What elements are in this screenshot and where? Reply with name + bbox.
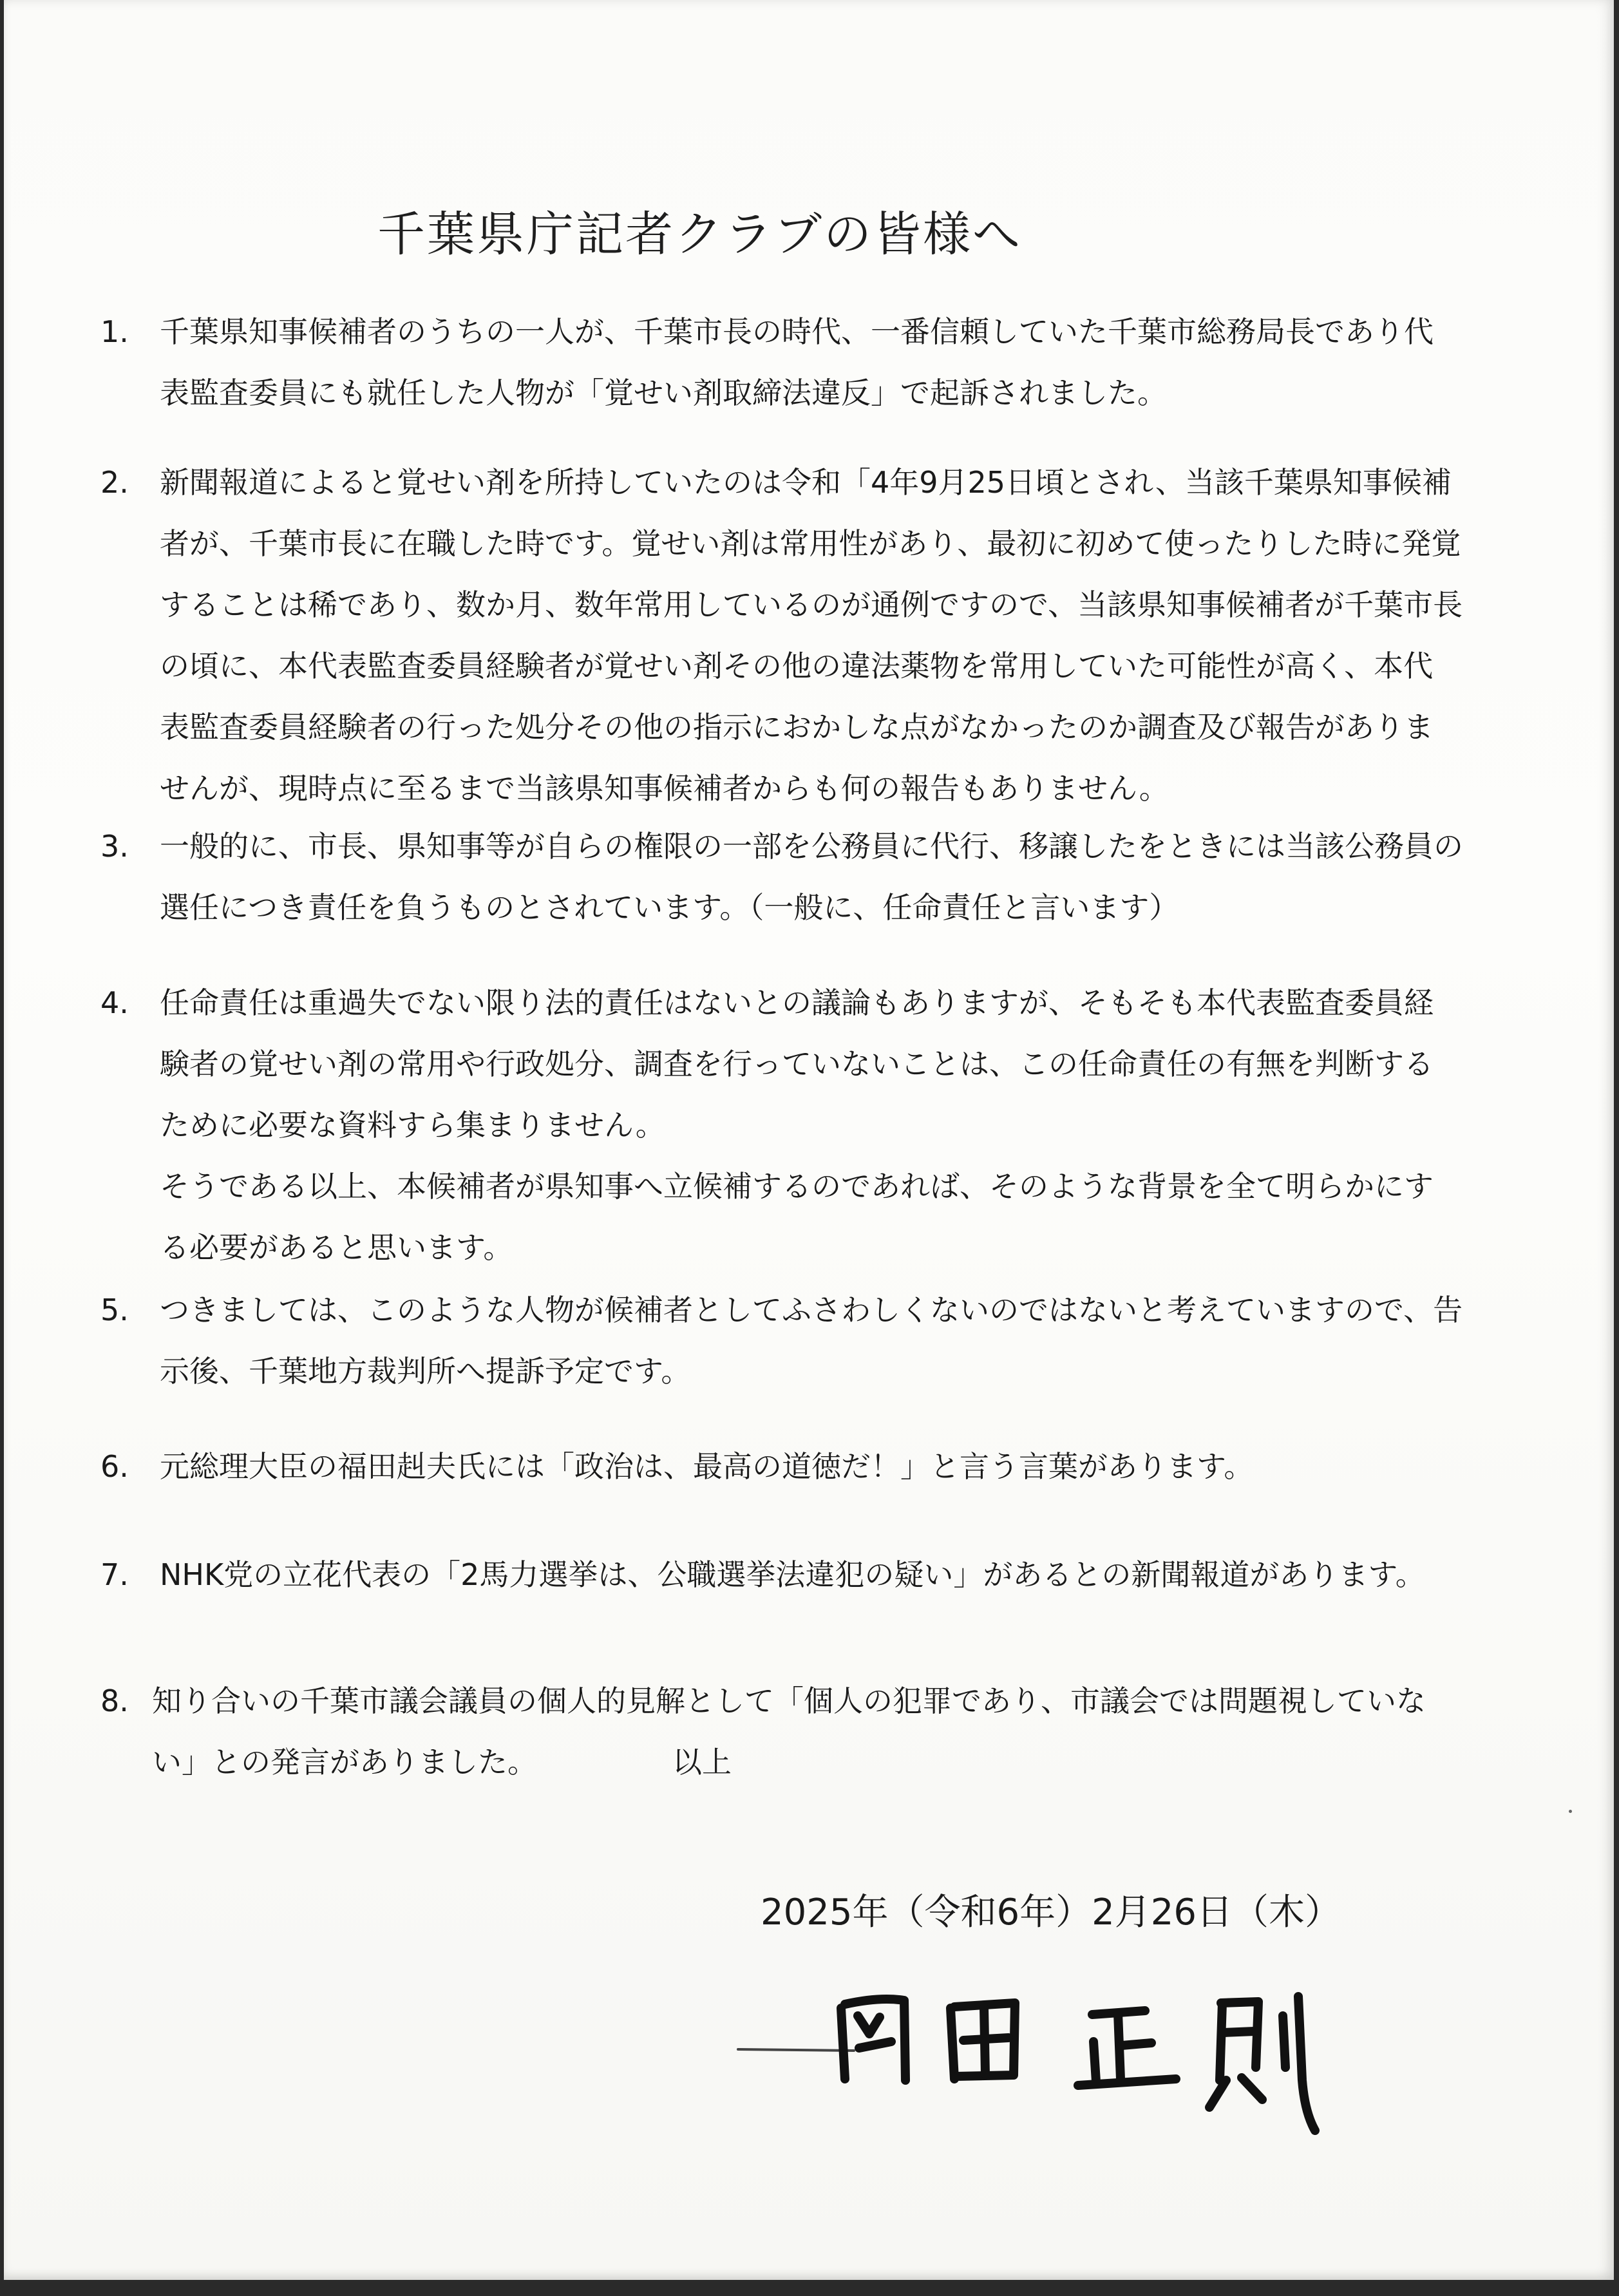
item-5: [100, 1280, 1530, 1402]
item-line: NHK党の立花代表の「2馬力選挙は、公職選挙法違犯の疑い」があるとの新聞報道があります。: [160, 1557, 1425, 1592]
item-number: 7.: [100, 1557, 129, 1592]
item-line: せんが、現時点に至るまで当該県知事候補者からも何の報告もありません。: [160, 771, 1169, 806]
item-line-text: い」との発言がありました。: [152, 1745, 537, 1779]
item-number: 6.: [100, 1449, 129, 1484]
item-line: 新聞報道によると覚せい剤を所持していたのは令和「4年9月25日頃とされ、当該千葉県知事候補: [160, 465, 1452, 500]
item-number: 4.: [100, 985, 129, 1020]
item-line: 者が、千葉市長に在職した時です。覚せい剤は常用性があり、最初に初めて使ったりした時に発覚: [160, 526, 1461, 561]
item-line: の頃に、本代表監査委員経験者が覚せい剤その他の違法薬物を常用していた可能性が高く、本代: [160, 649, 1434, 683]
item-8: [100, 1671, 1530, 1793]
item-line: 選任につき責任を負うものとされています。（一般に、任命責任と言います）: [160, 890, 1179, 925]
item-line: することは稀であり、数か月、数年常用しているのが通例ですので、当該県知事候補者が千葉市長: [160, 587, 1463, 622]
signature-underline: [738, 2049, 854, 2051]
item-line: [152, 1732, 1530, 1793]
item-line: 千葉県知事候補者のうちの一人が、千葉市長の時代、一番信頼していた千葉市総務局長であり代: [160, 314, 1434, 349]
item-2: [100, 452, 1530, 819]
signature-character-3: [1078, 2011, 1176, 2085]
item-line: そうである以上、本候補者が県知事へ立候補するのであれば、そのような背景を全て明らかにす: [160, 1169, 1434, 1204]
item-line: つきましては、このような人物が候補者としてふさわしくないのではないと考えていますので、告: [160, 1293, 1463, 1327]
item-6: [100, 1436, 1530, 1497]
closing-text: 以上: [672, 1745, 732, 1779]
item-number: 2.: [100, 465, 129, 500]
item-4: [100, 972, 1530, 1278]
item-number: 1.: [100, 314, 129, 349]
item-line: 知り合いの千葉市議会議員の個人的見解として「個人の犯罪であり、市議会では問題視していな: [152, 1684, 1426, 1718]
document-page: [4, 0, 1614, 2280]
handwritten-signature: [732, 1971, 1414, 2138]
item-line: 表監査委員経験者の行った処分その他の指示におかしな点がなかったのか調査及び報告がありま: [160, 710, 1434, 745]
item-number: 5.: [100, 1293, 129, 1327]
item-line: 元総理大臣の福田赳夫氏には「政治は、最高の道徳だ！」と言う言葉があります。: [160, 1449, 1254, 1484]
item-line: 任命責任は重過失でない限り法的責任はないとの議論もありますが、そもそも本代表監査委員経: [160, 985, 1434, 1020]
item-line: 一般的に、市長、県知事等が自らの権限の一部を公務員に代行、移譲したをときには当該公務員の: [160, 829, 1463, 864]
item-line: ために必要な資料すら集まりません。: [160, 1108, 665, 1143]
paper-speck: [1569, 1810, 1572, 1813]
item-line: 験者の覚せい剤の常用や行政処分、調査を行っていないことは、この任命責任の有無を判断する: [160, 1047, 1434, 1081]
item-number: 3.: [100, 829, 129, 864]
item-line: る必要があると思います。: [160, 1230, 513, 1265]
item-1: [100, 301, 1530, 424]
item-3: [100, 816, 1530, 938]
page-title: 千葉県庁記者クラブの皆様へ: [377, 207, 1022, 262]
signature-character-2: [951, 2003, 1015, 2079]
item-number: 8.: [100, 1684, 129, 1718]
item-line: 表監査委員にも就任した人物が「覚せい剤取締法違反」で起訴されました。: [160, 375, 1167, 410]
document-date: 2025年（令和6年）2月26日（木）: [761, 1892, 1341, 1933]
signature-character-4: [1209, 1997, 1315, 2130]
signature-character-1: [841, 1999, 905, 2080]
item-line: 示後、千葉地方裁判所へ提訴予定です。: [160, 1354, 691, 1389]
item-7: [100, 1544, 1530, 1606]
